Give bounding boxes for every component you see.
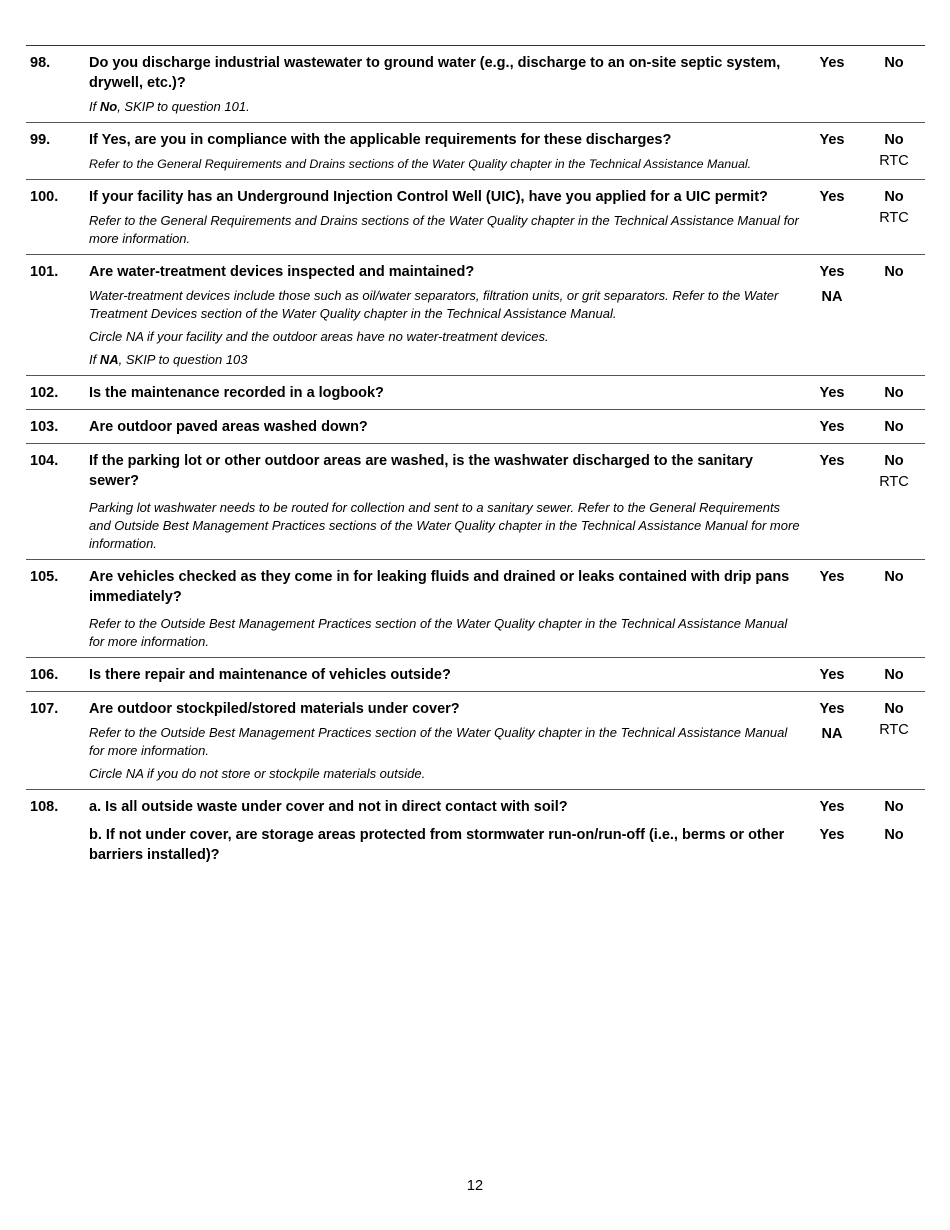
answer-no[interactable]: No [884,385,904,401]
question-note: Refer to the Outside Best Management Practices section of the Water Quality chapter in the Technical Assistance Manual for more information. [89,616,788,649]
answer-rtc[interactable]: RTC [879,474,909,490]
answer-yes[interactable]: Yes [819,132,845,148]
question-title: If Yes, are you in compliance with the applicable requirements for these discharges? [89,132,672,148]
question-number: 107. [30,701,59,717]
question-105 [26,559,925,657]
question-number: 108. [30,799,59,815]
answer-yes[interactable]: Yes [819,827,845,843]
answer-no[interactable]: No [884,827,904,843]
question-title: Do you discharge industrial wastewater to ground water (e.g., discharge to an on-site septic system, drywell, etc.)? [89,55,781,91]
question-note: Circle NA if you do not store or stockpile materials outside. [89,766,426,781]
question-107 [26,691,925,789]
skip-instruction: If No, SKIP to question 101. [89,99,250,114]
answer-yes[interactable]: Yes [819,569,845,585]
question-number: 99. [30,132,51,148]
skip-instruction: If NA, SKIP to question 103 [89,352,248,367]
answer-no[interactable]: No [884,189,904,205]
question-number: 101. [30,264,59,280]
answer-no[interactable]: No [884,667,904,683]
question-number: 103. [30,419,59,435]
question-98 [26,45,925,122]
question-number: 102. [30,385,59,401]
question-title: Is there repair and maintenance of vehicles outside? [89,667,451,683]
answer-yes[interactable]: Yes [819,667,845,683]
answer-na[interactable]: NA [821,289,843,305]
question-title: Is the maintenance recorded in a logbook? [89,385,384,401]
question-title-a: a. Is all outside waste under cover and not in direct contact with soil? [89,799,568,815]
question-note: Refer to the Outside Best Management Practices section of the Water Quality chapter in the Technical Assistance Manual for more information. [89,725,788,758]
answer-yes[interactable]: Yes [819,701,845,717]
answer-rtc[interactable]: RTC [879,722,909,738]
question-title: Are outdoor paved areas washed down? [89,419,368,435]
question-note: Parking lot washwater needs to be routed for collection and sent to a sanitary sewer. Refer to the General Requirements and Outside Best Management Practices sections of the Water Quality chapter in the Technical Assistance Manual for more information. [89,500,800,551]
answer-rtc[interactable]: RTC [879,153,909,169]
question-title: Are water-treatment devices inspected and maintained? [89,264,475,280]
answer-no[interactable]: No [884,264,904,280]
question-number: 100. [30,189,59,205]
question-title: If your facility has an Underground Injection Control Well (UIC), have you applied for a UIC permit? [89,189,768,205]
question-103 [26,409,925,443]
answer-yes[interactable]: Yes [819,385,845,401]
question-note: Refer to the General Requirements and Drains sections of the Water Quality chapter in the Technical Assistance Manual for more information. [89,213,799,246]
answer-yes[interactable]: Yes [819,799,845,815]
answer-no[interactable]: No [884,419,904,435]
question-note: Water-treatment devices include those such as oil/water separators, filtration units, or grit separators. Refer to the Water Treatment Devices section of the Water Quality chapter in the Technical Assistance Manual. [89,288,779,321]
answer-yes[interactable]: Yes [819,55,845,71]
question-title-b: b. If not under cover, are storage areas protected from stormwater run-on/run-off (i.e., berms or other barriers installed)? [89,827,785,863]
question-title: If the parking lot or other outdoor areas are washed, is the washwater discharged to the sanitary sewer? [89,453,753,489]
question-101 [26,254,925,375]
question-number: 106. [30,667,59,683]
answer-no[interactable]: No [884,799,904,815]
question-104 [26,443,925,559]
question-106 [26,657,925,691]
question-note: Refer to the General Requirements and Drains sections of the Water Quality chapter in the Technical Assistance Manual. [89,157,752,171]
question-100 [26,179,925,254]
answer-no[interactable]: No [884,569,904,585]
question-number: 105. [30,569,59,585]
answer-rtc[interactable]: RTC [879,210,909,226]
question-108 [26,789,925,865]
answer-no[interactable]: No [884,55,904,71]
question-99 [26,122,925,179]
questionnaire [26,45,925,865]
question-title: Are outdoor stockpiled/stored materials under cover? [89,701,460,717]
question-title: Are vehicles checked as they come in for leaking fluids and drained or leaks contained with drip pans immediately? [89,569,790,605]
question-102 [26,375,925,409]
question-number: 104. [30,453,59,469]
answer-no[interactable]: No [884,701,904,717]
answer-no[interactable]: No [884,132,904,148]
answer-yes[interactable]: Yes [819,189,845,205]
answer-na[interactable]: NA [821,726,843,742]
question-number: 98. [30,55,51,71]
question-note: Circle NA if your facility and the outdoor areas have no water-treatment devices. [89,329,549,344]
answer-yes[interactable]: Yes [819,453,845,469]
page-number: 12 [466,1178,484,1194]
answer-no[interactable]: No [884,453,904,469]
answer-yes[interactable]: Yes [819,264,845,280]
answer-yes[interactable]: Yes [819,419,845,435]
